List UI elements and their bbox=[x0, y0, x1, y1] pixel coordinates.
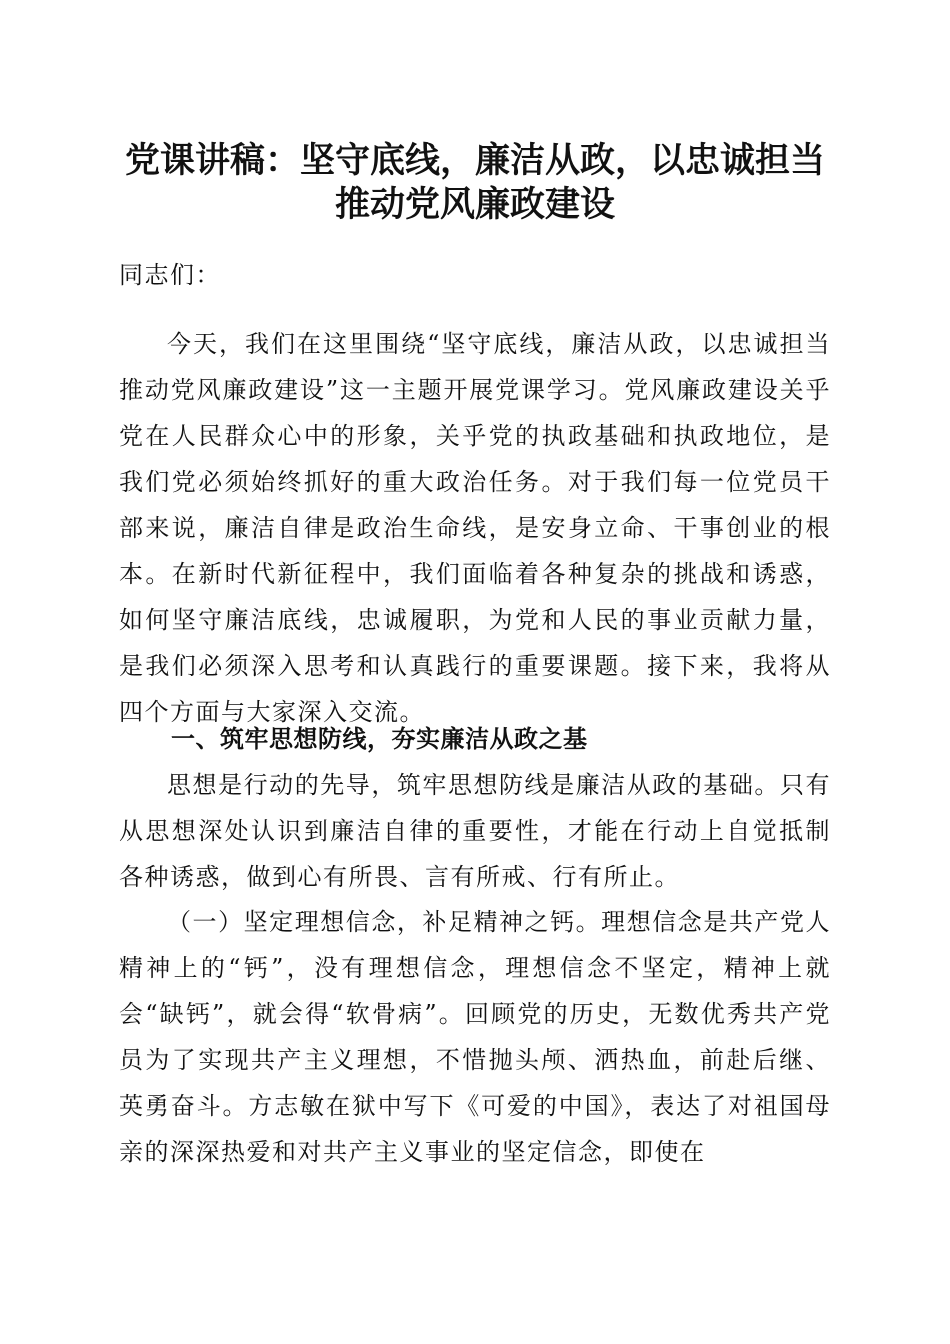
section-1-paragraph: 思想是行动的先导，筑牢思想防线是廉洁从政的基础。只有从思想深处认识到廉洁自律的重要性，才能在行动上自觉抵制各种诱惑，做到心有所畏、言有所戒、行有所止。 bbox=[119, 771, 831, 891]
document-title-line-2: 推动党风廉政建设 bbox=[334, 184, 615, 225]
section-1-subsection-1: （一）坚定理想信念，补足精神之钙。理想信念是共产党人精神上的“钙”，没有理想信念，理想信念不坚定，精神上就会“缺钙”，就会得“软骨病”。回顾党的历史，无数优秀共产党员为了实现共产主义理想，不惜抛头颅、洒热血，前赴后继、英勇奋斗。方志敏在狱中写下《可爱的中国》，表达了对祖国母亲的深深热爱和对共产主义事业的坚定信念，即使在 bbox=[119, 908, 831, 1166]
salutation: 同志们： bbox=[119, 261, 221, 289]
intro-paragraph: 今天，我们在这里围绕“坚守底线，廉洁从政，以忠诚担当推动党风廉政建设”这一主题开展党课学习。党风廉政建设关乎党在人民群众心中的形象，关乎党的执政基础和执政地位，是我们党必须始终抓好的重大政治任务。对于我们每一位党员干部来说，廉洁自律是政治生命线，是安身立命、干事创业的根本。在新时代新征程中，我们面临着各种复杂的挑战和诱惑，如何坚守廉洁底线，忠诚履职，为党和人民的事业贡献力量，是我们必须深入思考和认真践行的重要课题。接下来，我将从四个方面与大家深入交流。 bbox=[119, 330, 831, 726]
document-title-line-1: 党课讲稿：坚守底线，廉洁从政，以忠诚担当 bbox=[124, 140, 825, 181]
section-heading-1: 一、筑牢思想防线，夯实廉洁从政之基 bbox=[171, 725, 588, 753]
